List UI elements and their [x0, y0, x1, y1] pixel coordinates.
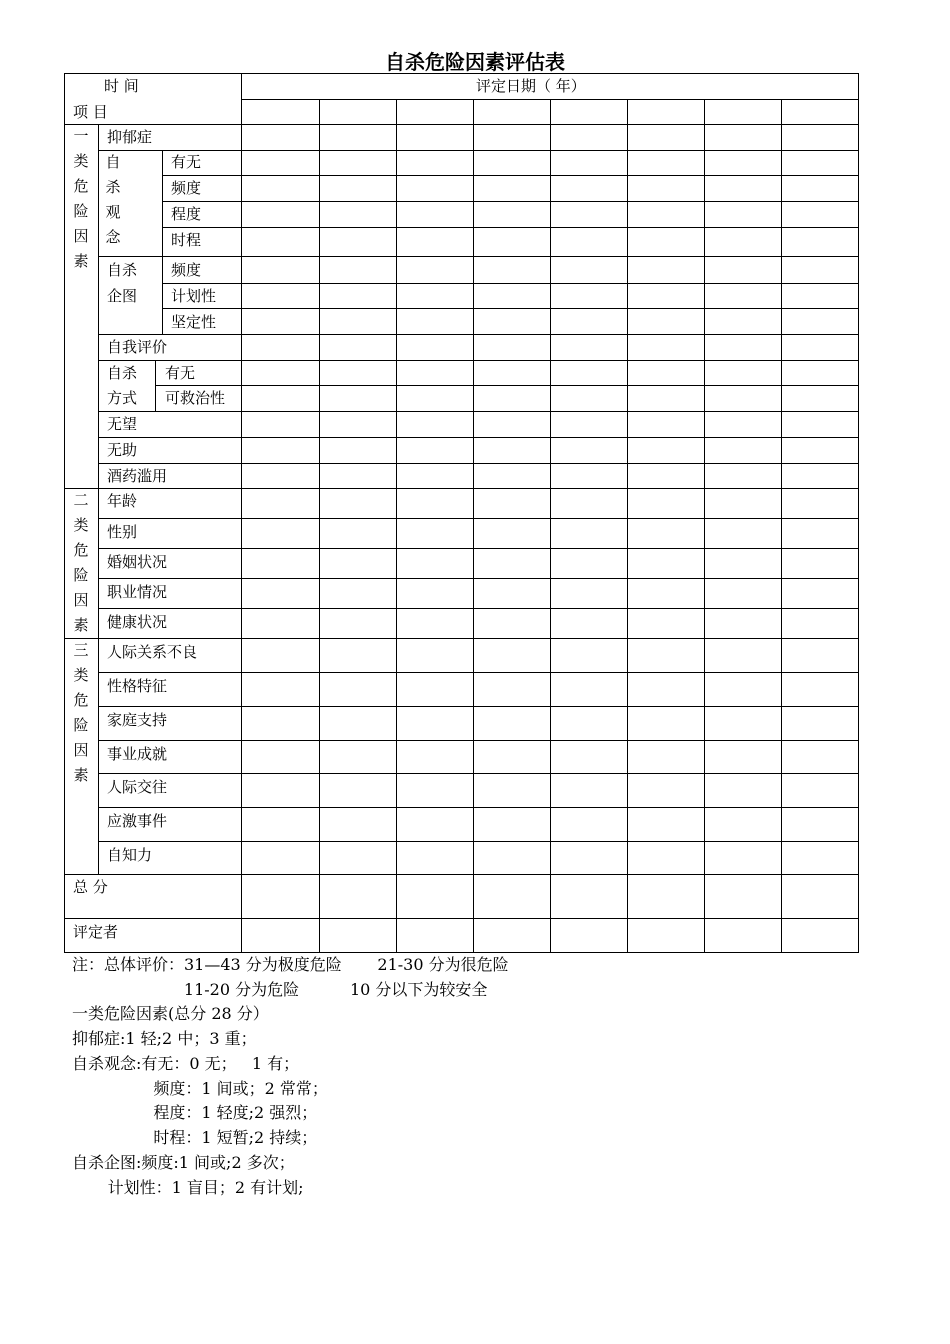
note-line-9: 自杀企图:频度:1 间或;2 多次； [72, 1153, 295, 1172]
row-label-attempt-firm: 坚定性 [171, 313, 217, 331]
row-label-method-b: 方式 [107, 389, 138, 407]
row-label-family: 家庭支持 [107, 711, 168, 729]
page-title: 自杀危险因素评估表 [385, 50, 565, 74]
row-label-attempt-plan: 计划性 [171, 287, 217, 305]
row-label-relation: 人际关系不良 [107, 643, 198, 661]
row-label-job: 职业情况 [107, 583, 168, 601]
row-label-personality: 性格特征 [107, 677, 168, 695]
row-label-attempt-freq: 频度 [171, 261, 202, 279]
note-line-5: 自杀观念:有无：0 无； 1 有； [72, 1054, 300, 1073]
row-label-sex: 性别 [107, 523, 138, 541]
row-label-ideation-duration: 时程 [171, 231, 202, 249]
row-label-hopeless: 无望 [107, 415, 138, 433]
note-line-1: 注：总体评价：31—43 分为极度危险 21-30 分为很危险 [72, 955, 509, 974]
note-line-10: 计划性：1 盲目；2 有计划; [72, 1178, 304, 1197]
row-label-career: 事业成就 [107, 745, 168, 763]
row-label-self-eval: 自我评价 [107, 338, 168, 356]
row-label-ideation: 自 杀 观 念 [105, 153, 121, 246]
row-label-ideation-freq: 频度 [171, 179, 202, 197]
date-header: 评定日期（ 年） [476, 77, 586, 95]
row-label-ideation-degree: 程度 [171, 205, 202, 223]
row-label-stress: 应激事件 [107, 812, 168, 830]
note-line-8: 时程：1 短暂;2 持续； [72, 1128, 318, 1147]
note-line-4: 抑郁症:1 轻;2 中；3 重； [72, 1029, 257, 1048]
row-label-total: 总 分 [73, 878, 108, 896]
row-label-method-curable: 可救治性 [165, 389, 226, 407]
time-header: 时 间 [104, 77, 139, 95]
note-line-3: 一类危险因素(总分 28 分） [72, 1004, 269, 1023]
note-line-2: 11-20 分为危险 10 分以下为较安全 [72, 980, 488, 999]
note-line-6: 频度：1 间或；2 常常； [72, 1079, 328, 1098]
row-label-method-a: 自杀 [107, 364, 138, 382]
row-label-insight: 自知力 [107, 846, 153, 864]
row-label-health: 健康状况 [107, 613, 168, 631]
row-label-ideation-presence: 有无 [171, 153, 202, 171]
row-label-attempt-a: 自杀 [107, 261, 138, 279]
row-label-helpless: 无助 [107, 441, 138, 459]
row-label-social: 人际交往 [107, 778, 168, 796]
row-label-abuse: 酒药滥用 [107, 467, 168, 485]
item-header: 项 目 [73, 103, 108, 121]
group1-label: 一 类 危 险 因 素 [73, 127, 89, 270]
row-label-depression: 抑郁症 [107, 128, 153, 146]
row-label-age: 年龄 [107, 492, 138, 510]
row-label-method-presence: 有无 [165, 364, 196, 382]
row-label-rater: 评定者 [73, 923, 119, 941]
row-label-attempt-b: 企图 [107, 287, 138, 305]
note-line-7: 程度：1 轻度;2 强烈； [72, 1103, 318, 1122]
group2-label: 二 类 危 险 因 素 [73, 491, 89, 634]
row-label-marriage: 婚姻状况 [107, 553, 168, 571]
group3-label: 三 类 危 险 因 素 [73, 641, 89, 784]
